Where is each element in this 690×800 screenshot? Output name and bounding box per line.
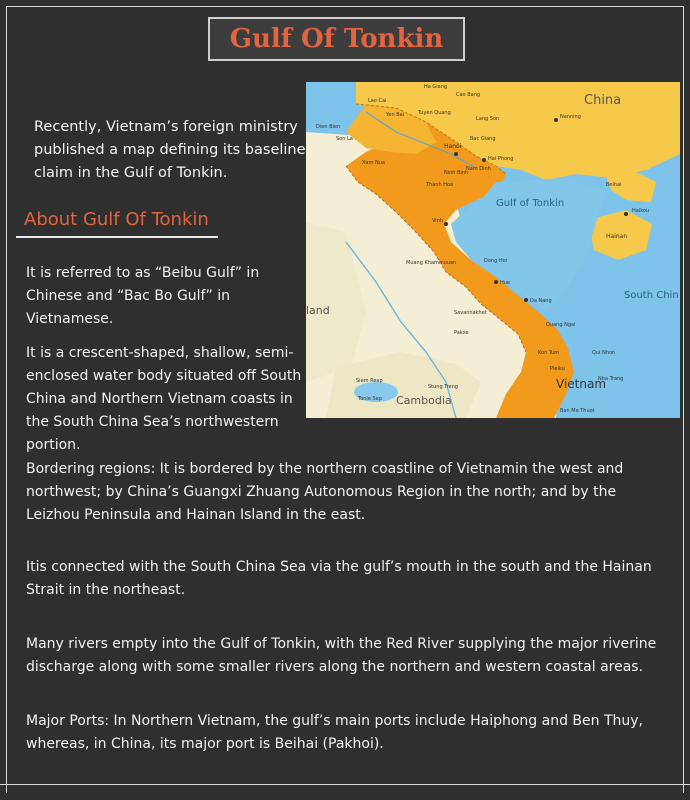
map-label-hanoi: Hanoi: [444, 143, 462, 150]
map-label-hainan: Hainan: [606, 233, 628, 240]
map-dot-da-nang: [524, 298, 528, 302]
map-label-siem-reap: Siem Reap: [356, 378, 383, 384]
map-label-nanning: Nanning: [560, 114, 581, 120]
map-label-son-la: Son La: [336, 136, 353, 142]
map-label-gulf: Gulf of Tonkin: [496, 198, 565, 209]
map-label-lao-cai: Lao Cai: [368, 98, 387, 104]
map-label-xam-nua: Xam Nua: [362, 160, 385, 166]
map-dot-hanoi: [454, 152, 458, 156]
map-label-cambodia: Cambodia: [396, 394, 452, 407]
map-label-savannakhet: Savannakhet: [454, 310, 487, 316]
map-label-kon-tum: Kon Tum: [538, 350, 560, 356]
paragraph-bordering-regions: Bordering regions: It is bordered by the northern coastline of Vietnamin the west and northwest; by China’s Guangxi Zhuang Autonomous Region in the north; and by the Leizhou Peninsula and Hainan Island in the east.: [26, 461, 624, 523]
map-label-vietnam: Vietnam: [556, 377, 607, 391]
paragraph-ports: Major Ports: In Northern Vietnam, the gulf’s main ports include Haiphong and Ben Thuy, whereas, in China, its major port is Beihai (Pakhoi).: [26, 713, 643, 752]
map-label-yen-bai: Yen Bai: [386, 112, 405, 118]
map-label-tonle-sap: Tonle Sap: [358, 396, 382, 402]
map-label-da-nang: Da Nang: [530, 298, 552, 304]
map-dot-vinh: [444, 222, 448, 226]
map-label-hue: Hue: [500, 280, 511, 286]
map-label-haiphong: Hai Phong: [488, 156, 514, 162]
about-heading: About Gulf Of Tonkin: [24, 209, 209, 230]
map-label-tuyen-quang: Tuyen Quang: [418, 110, 451, 116]
map-label-cao-bang: Cao Bang: [456, 92, 481, 98]
map-label-south-china-sea: South Chin: [624, 290, 679, 301]
title-banner: [208, 17, 465, 61]
map-label-nam-dinh: Nam Dinh: [466, 166, 491, 172]
map-dot-nanning: [554, 118, 558, 122]
map-label-ninh-binh: Ninh Binh: [444, 170, 469, 176]
paragraph-connection: Itis connected with the South China Sea via the gulf’s mouth in the south and the Hainan Strait in the northeast.: [26, 559, 652, 598]
map-label-khammouan: Muang Khammouan: [406, 260, 457, 266]
map-label-bac-giang: Bac Giang: [470, 136, 496, 142]
paragraph-description: It is a crescent-shaped, shallow, semi-enclosed water body situated off South China and Northern Vietnam coasts in the South China Sea’s northwestern portion.: [26, 345, 302, 453]
map-dot-haiphong: [482, 158, 486, 162]
map-label-qui-nhon: Qui Nhon: [592, 350, 616, 356]
map-label-nha-trang: Nha Trang: [598, 376, 624, 382]
map-label-ha-giang: Ha Giang: [424, 84, 448, 90]
gulf-of-tonkin-map: [306, 82, 680, 418]
map-label-quang-ngai: Quang Ngai: [546, 322, 576, 328]
map-label-stung-treng: Stung Treng: [428, 384, 458, 390]
map-label-ban-me-thuot: Ban Me Thuot: [560, 408, 595, 414]
map-label-land: land: [306, 304, 330, 317]
map-label-pleiku: Pleiku: [550, 366, 565, 372]
map-label-dien-bien: Dien Bien: [316, 124, 341, 130]
map-label-thanh-hoa: Thanh Hoa: [426, 182, 454, 188]
map-dot-haikou: [624, 212, 628, 216]
map-label-dong-hoi: Dong Hoi: [484, 258, 508, 264]
intro-text: Recently, Vietnam’s foreign ministry published a map defining its baseline claim in the Gulf of Tonkin.: [34, 119, 306, 181]
map-label-lang-son: Lang Son: [476, 116, 500, 122]
map-label-pakxe: Pakxe: [454, 330, 469, 336]
page-title: Gulf Of Tonkin: [229, 24, 444, 54]
paragraph-names: It is referred to as “Beibu Gulf” in Chinese and “Bac Bo Gulf” in Vietnamese.: [26, 265, 260, 327]
paragraph-rivers: Many rivers empty into the Gulf of Tonkin, with the Red River supplying the major riverine discharge along with some smaller rivers along the northern and western coastal areas.: [26, 636, 657, 675]
map-label-beihai: Beihai: [606, 182, 622, 188]
map-label-china: China: [584, 93, 622, 108]
about-underline: [16, 236, 218, 238]
bottom-divider: [0, 784, 690, 785]
map-label-haikou: Haikou: [632, 208, 650, 214]
map-dot-hue: [494, 280, 498, 284]
map-label-vinh: Vinh: [432, 218, 444, 224]
